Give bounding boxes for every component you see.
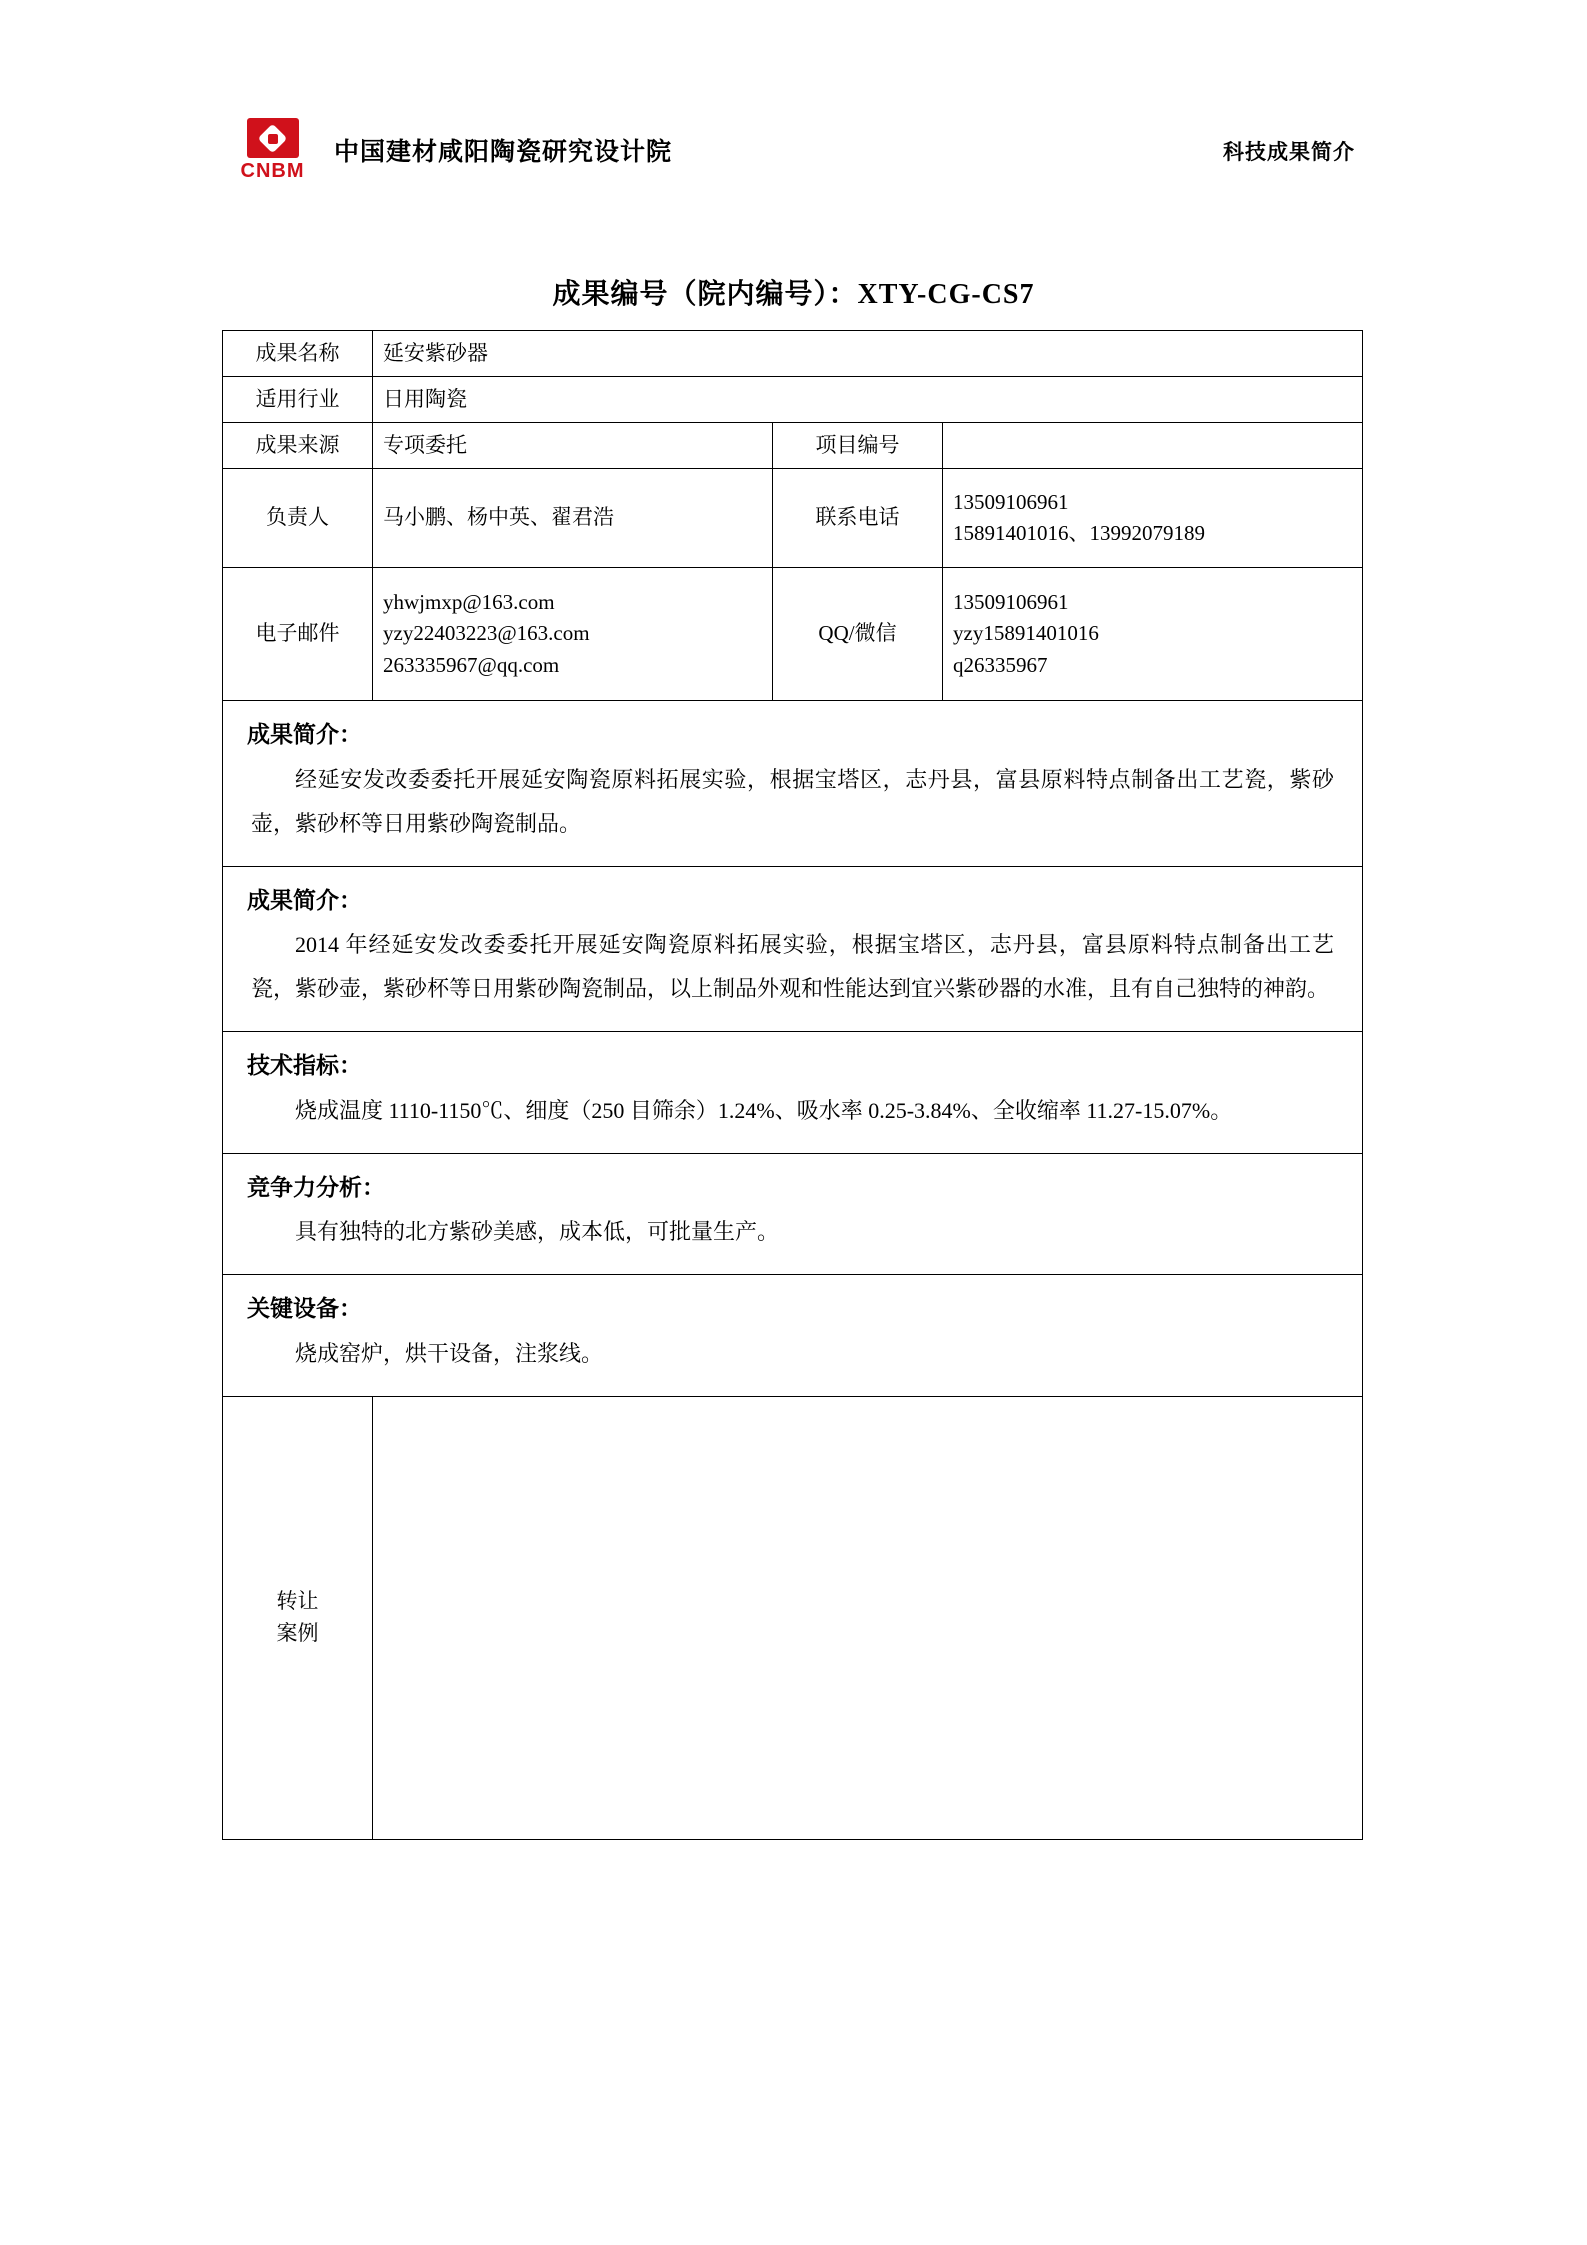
table-row <box>223 1275 1363 1397</box>
project-number-value <box>943 423 1363 469</box>
email-line-3: 263335967@qq.com <box>383 652 560 677</box>
organization-name: 中国建材咸阳陶瓷研究设计院 <box>334 138 673 166</box>
qq-wechat-value <box>943 568 1363 701</box>
owner-value: 马小鹏、杨中英、翟君浩 <box>373 469 773 568</box>
section-body <box>233 1330 1352 1390</box>
source-label: 成果来源 <box>223 423 373 469</box>
section-heading: 成果简介： <box>247 721 362 747</box>
achievement-name-label: 成果名称 <box>223 331 373 377</box>
email-value <box>373 568 773 701</box>
transfer-case-label-line1: 转让 <box>276 1589 319 1613</box>
qq-line-3: q26335967 <box>953 652 1048 677</box>
transfer-case-label-line2: 案例 <box>276 1620 319 1645</box>
table-row <box>223 1396 1363 1839</box>
section-key-equipment <box>223 1275 1363 1397</box>
transfer-case-label <box>223 1396 373 1839</box>
phone-line-1: 13509106961 <box>953 489 1069 514</box>
email-line-2: yzy22403223@163.com <box>383 621 590 646</box>
cnbm-logo-text: CNBM <box>240 159 305 182</box>
section-body <box>233 1208 1352 1268</box>
table-row <box>223 331 1363 377</box>
cnbm-logo-mark-icon <box>247 118 299 158</box>
transfer-case-value <box>373 1396 1363 1839</box>
section-body-text: 烧成窑炉，烘干设备，注浆线。 <box>295 1340 604 1366</box>
header-right-label: 科技成果简介 <box>1223 141 1355 164</box>
table-row <box>223 1032 1363 1154</box>
section-heading: 关键设备： <box>247 1295 362 1321</box>
email-line-1: yhwjmxp@163.com <box>383 589 555 614</box>
section-body-text: 2014 年经延安发改委委托开展延安陶瓷原料拓展实验，根据宝塔区，志丹县，富县原料特点制备出工艺瓷，紫砂壶，紫砂杯等日用紫砂陶瓷制品，以上制品外观和性能达到宜兴紫砂器的水准，且有自己独特的神韵。 <box>251 932 1334 1001</box>
industry-label: 适用行业 <box>223 377 373 423</box>
section-body-text: 烧成温度 1110-1150℃、细度（250 目筛余）1.24%、吸水率 0.25-3.84%、全收缩率 11.27-15.07%。 <box>295 1097 1233 1123</box>
table-row <box>223 568 1363 701</box>
source-value: 专项委托 <box>373 423 773 469</box>
phone-label: 联系电话 <box>773 469 943 568</box>
section-body-text: 经延安发改委委托开展延安陶瓷原料拓展实验，根据宝塔区，志丹县，富县原料特点制备出工艺瓷，紫砂壶，紫砂杯等日用紫砂陶瓷制品。 <box>251 766 1334 836</box>
achievement-table <box>222 330 1363 1840</box>
table-row <box>223 1153 1363 1275</box>
email-label: 电子邮件 <box>223 568 373 701</box>
owner-label: 负责人 <box>223 469 373 568</box>
table-row <box>223 423 1363 469</box>
qq-line-2: yzy15891401016 <box>953 621 1099 646</box>
section-competitiveness <box>223 1153 1363 1275</box>
section-heading: 成果简介： <box>247 886 362 913</box>
table-row <box>223 701 1363 867</box>
section-intro-2 <box>223 866 1363 1032</box>
qq-wechat-label: QQ/微信 <box>773 568 943 701</box>
cnbm-logo <box>225 114 320 186</box>
table-row <box>223 469 1363 568</box>
achievement-name-value: 延安紫砂器 <box>373 331 1363 377</box>
table-row <box>223 866 1363 1032</box>
section-body <box>233 756 1352 860</box>
section-body <box>233 1087 1352 1147</box>
phone-line-2: 15891401016、13992079189 <box>953 521 1205 545</box>
page-title: 成果编号（院内编号）：XTY-CG-CS7 <box>552 279 1035 310</box>
industry-value: 日用陶瓷 <box>373 377 1363 423</box>
project-number-label: 项目编号 <box>773 423 943 469</box>
page-header <box>225 110 1355 190</box>
section-intro-1 <box>223 701 1363 867</box>
section-body-text: 具有独特的北方紫砂美感，成本低，可批量生产。 <box>295 1219 780 1244</box>
table-row <box>223 377 1363 423</box>
phone-value <box>943 469 1363 568</box>
qq-line-1: 13509106961 <box>953 589 1069 614</box>
section-heading: 竞争力分析： <box>247 1173 385 1200</box>
section-body <box>233 921 1352 1025</box>
section-technical-index <box>223 1032 1363 1154</box>
section-heading: 技术指标： <box>247 1052 362 1078</box>
